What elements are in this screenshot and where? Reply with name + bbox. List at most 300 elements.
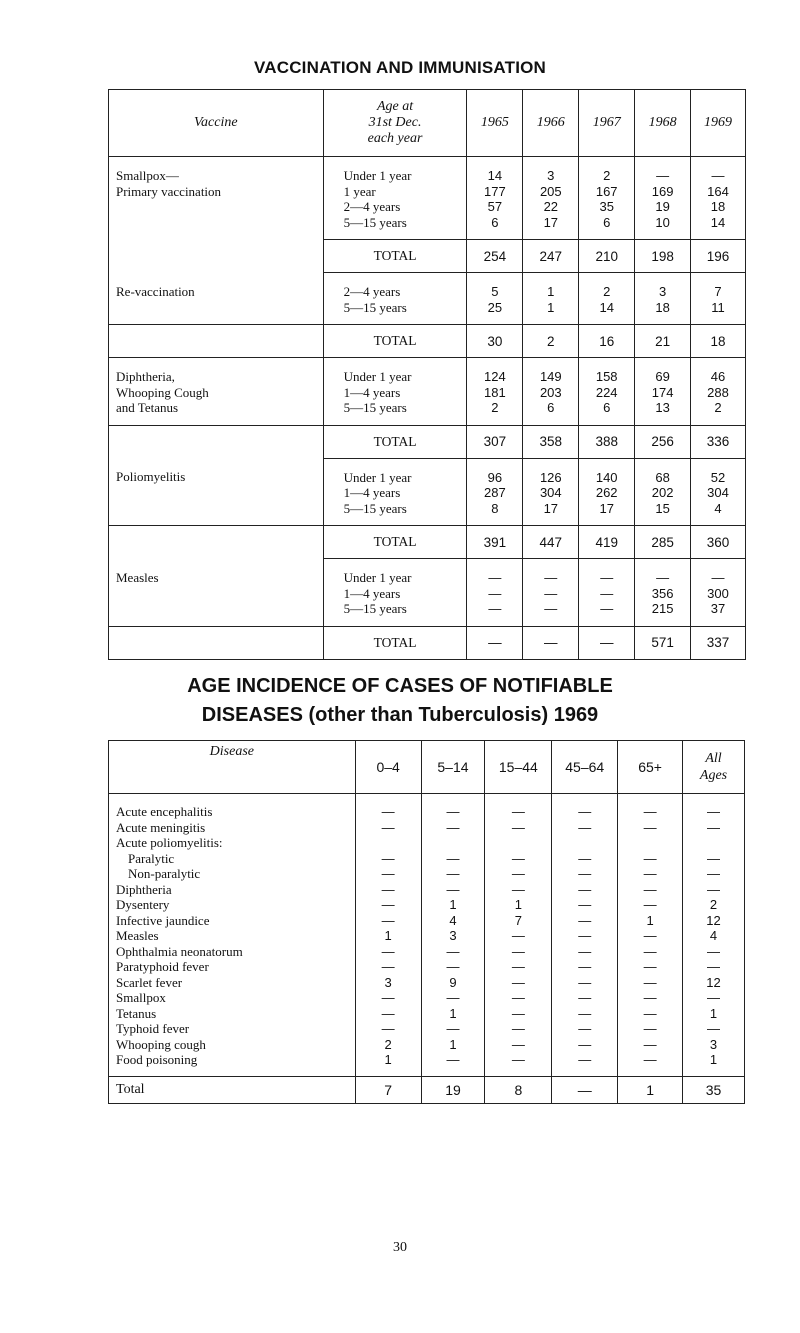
year-value: —	[544, 601, 558, 616]
vaccine-name-line: Re-vaccination	[116, 283, 195, 299]
year-value: 68	[655, 469, 670, 485]
total-label: TOTAL	[323, 240, 467, 273]
year-value: 46	[710, 369, 726, 384]
all-ages-header-line: Ages	[699, 768, 728, 783]
total-value: 35	[683, 1076, 745, 1103]
year-value: —	[544, 585, 558, 601]
disease-body	[109, 794, 745, 1104]
disease-value: —	[643, 974, 657, 990]
age-group-line: Under 1 year	[343, 168, 412, 183]
age-band-header: 45–64	[552, 741, 618, 794]
year-values-cell	[691, 458, 746, 526]
vaccine-group-row	[109, 358, 746, 426]
year-value: 69	[655, 369, 670, 384]
year-value: 37	[710, 601, 726, 616]
year-value: 174	[651, 384, 674, 400]
disease-value: 4	[449, 912, 457, 928]
all-ages-values	[683, 794, 745, 1077]
disease-value	[422, 835, 485, 851]
disease-name: Diphtheria	[116, 881, 172, 897]
total-spacer	[109, 325, 324, 358]
disease-value: —	[578, 943, 592, 959]
year-value: 6	[603, 400, 611, 415]
disease-value: —	[578, 974, 592, 990]
vaccine-total-row	[109, 240, 746, 273]
year-value: 202	[651, 485, 674, 500]
year-value: —	[544, 570, 558, 585]
year-value: 287	[484, 485, 506, 500]
year-value: 158	[595, 369, 618, 384]
total-spacer	[109, 526, 324, 559]
disease-value: —	[381, 866, 395, 881]
all-ages-header-line: All	[705, 751, 722, 766]
year-value: 18	[710, 199, 726, 214]
disease-value: —	[381, 850, 395, 866]
disease-name: Ophthalmia neonatorum	[116, 943, 243, 959]
disease-value: —	[381, 990, 395, 1005]
disease-value: —	[643, 990, 657, 1005]
year-value: 288	[707, 384, 729, 400]
disease-value	[618, 835, 682, 851]
total-spacer	[109, 626, 324, 659]
year-value: 57	[487, 199, 503, 214]
age-band-header: 65+	[618, 741, 683, 794]
disease-name: Non-paralytic	[128, 866, 201, 881]
disease-value: —	[578, 912, 592, 928]
disease-rows	[109, 794, 745, 1077]
age-header-line: 31st Dec.	[368, 115, 422, 130]
disease-value: —	[578, 1021, 592, 1036]
year-value: —	[600, 585, 614, 601]
year-value: 6	[603, 214, 611, 230]
year-value: 14	[487, 168, 503, 183]
year-value: 25	[487, 299, 503, 315]
disease-name: Measles	[116, 928, 159, 943]
disease-value: 9	[449, 974, 457, 990]
total-value: —	[579, 626, 635, 659]
disease-name: Acute meningitis	[116, 819, 206, 835]
year-values-cell	[635, 273, 691, 325]
year-value: 167	[595, 183, 618, 199]
total-value: 18	[691, 325, 746, 358]
year-value: 17	[599, 500, 614, 516]
year-value: 22	[543, 199, 559, 214]
disease-name: Acute encephalitis	[116, 804, 213, 819]
total-value: 254	[467, 240, 523, 273]
disease-value: 2	[384, 1036, 392, 1052]
disease-value: —	[707, 866, 721, 881]
age-band-header: 0–4	[355, 741, 421, 794]
disease-value: —	[446, 819, 460, 835]
disease-value: —	[446, 866, 460, 881]
section-title-line: AGE INCIDENCE OF CASES OF NOTIFIABLE	[187, 675, 613, 697]
disease-value: 1	[709, 1052, 718, 1067]
year-values-cell	[579, 157, 635, 240]
year-values-cell	[579, 458, 635, 526]
year-values-cell	[467, 157, 523, 240]
vaccination-table	[108, 89, 746, 660]
total-spacer	[109, 240, 324, 273]
total-value: 391	[467, 526, 523, 559]
year-values-cell	[467, 458, 523, 526]
disease-value: —	[511, 1052, 525, 1067]
disease-value: 4	[709, 928, 718, 943]
section-title-line: DISEASES (other than Tuberculosis) 1969	[201, 704, 599, 726]
age-header-line: each year	[367, 131, 423, 146]
year-values-cell	[691, 273, 746, 325]
disease-value: 7	[514, 912, 522, 928]
year-value: 356	[651, 585, 674, 601]
vaccine-group-row	[109, 157, 746, 240]
disease-name: Dysentery	[116, 897, 170, 912]
year-value: —	[656, 168, 670, 183]
year-value: 2	[714, 400, 722, 415]
year-value: 181	[484, 384, 506, 400]
year-value: 7	[714, 284, 722, 299]
disease-value: —	[511, 943, 525, 959]
year-header: 1966	[523, 90, 579, 157]
disease-value: —	[381, 1021, 395, 1036]
year-values-cell	[579, 273, 635, 325]
year-values-cell	[523, 458, 579, 526]
vaccine-name-line: Whooping Cough	[116, 384, 209, 400]
total-value: 388	[579, 425, 635, 458]
year-values-cell	[467, 559, 523, 627]
year-value: 149	[539, 369, 562, 384]
year-value: 2	[603, 284, 611, 299]
disease-value: —	[511, 1005, 525, 1021]
total-value: 358	[523, 425, 579, 458]
age-group-cell	[323, 358, 467, 426]
year-value: —	[711, 168, 725, 183]
year-value: 1	[547, 299, 555, 315]
age-group-line: Under 1 year	[343, 570, 412, 585]
year-value: —	[488, 585, 502, 601]
year-value: —	[600, 570, 614, 585]
year-value: —	[488, 570, 502, 585]
total-value: 7	[355, 1076, 421, 1103]
total-value: 210	[579, 240, 635, 273]
disease-value: —	[578, 897, 592, 912]
year-values-cell	[579, 358, 635, 426]
year-value: 4	[714, 500, 722, 516]
disease-value: —	[381, 804, 395, 819]
year-value: 6	[491, 214, 499, 230]
disease-value: 2	[709, 897, 718, 912]
year-value: 1	[547, 284, 555, 299]
age-band-values	[421, 794, 485, 1077]
year-value: 169	[651, 183, 674, 199]
disease-value: —	[578, 1052, 592, 1067]
year-value: 96	[487, 469, 503, 485]
disease-value: —	[578, 1036, 592, 1052]
year-value: 126	[539, 469, 562, 485]
disease-value: —	[446, 959, 460, 974]
year-values-cell	[467, 358, 523, 426]
age-band-values	[552, 794, 618, 1077]
disease-value: —	[707, 804, 721, 819]
disease-name: Infective jaundice	[116, 912, 210, 928]
year-value: 3	[658, 284, 667, 299]
year-values-cell	[691, 157, 746, 240]
total-value: 198	[635, 240, 691, 273]
year-values-cell	[467, 273, 523, 325]
year-header: 1968	[635, 90, 691, 157]
total-value: 1	[618, 1076, 683, 1103]
vaccine-name-cell	[109, 458, 324, 526]
total-value: 336	[691, 425, 746, 458]
year-value: —	[656, 570, 670, 585]
total-value: —	[467, 626, 523, 659]
age-band-values	[355, 794, 421, 1077]
year-values-cell	[523, 157, 579, 240]
disease-value: —	[707, 959, 721, 974]
vaccine-name-cell	[109, 157, 324, 240]
year-value: —	[600, 601, 614, 616]
age-group-line: 5—15 years	[343, 214, 407, 230]
disease-value: —	[446, 1021, 460, 1036]
vaccine-name-cell	[109, 559, 324, 627]
year-value: 205	[539, 183, 562, 199]
disease-value: —	[511, 990, 525, 1005]
disease-value: —	[643, 1036, 657, 1052]
year-value: 262	[595, 485, 618, 500]
disease-value: —	[446, 881, 460, 897]
total-value: 571	[635, 626, 691, 659]
year-values-cell	[635, 157, 691, 240]
age-group-line: 1—4 years	[343, 384, 401, 400]
disease-value: —	[511, 1036, 525, 1052]
vaccine-name-line: Smallpox—	[116, 168, 179, 183]
year-value: 11	[711, 299, 725, 315]
disease-value: —	[446, 804, 460, 819]
disease-value: —	[578, 990, 592, 1005]
disease-value: —	[643, 1005, 657, 1021]
age-group-line: 5—15 years	[343, 299, 407, 315]
vaccine-total-row	[109, 425, 746, 458]
vaccine-group-row	[109, 273, 746, 325]
disease-value: —	[381, 819, 395, 835]
vaccine-name-line: Primary vaccination	[116, 183, 222, 199]
disease-value: 1	[449, 1005, 457, 1021]
total-value: 447	[523, 526, 579, 559]
age-group-line: 1—4 years	[343, 485, 401, 500]
page-title: VACCINATION AND IMMUNISATION	[253, 58, 547, 77]
age-group-line: 1 year	[343, 183, 376, 199]
age-group-line: 5—15 years	[343, 601, 407, 616]
disease-value: —	[707, 819, 721, 835]
disease-value: 1	[384, 1052, 392, 1067]
disease-value: —	[511, 974, 525, 990]
disease-value: —	[578, 850, 592, 866]
year-value: 203	[539, 384, 562, 400]
vaccine-name-line: Diphtheria,	[116, 369, 175, 384]
year-values-cell	[523, 358, 579, 426]
total-label: TOTAL	[323, 526, 467, 559]
age-band-header: 5–14	[421, 741, 485, 794]
disease-value: —	[578, 959, 592, 974]
disease-value: —	[643, 897, 657, 912]
age-group-line: 2—4 years	[343, 284, 401, 299]
vaccine-total-row	[109, 526, 746, 559]
total-value: 419	[579, 526, 635, 559]
disease-value: —	[381, 881, 395, 897]
disease-value: —	[511, 1021, 525, 1036]
disease-value: —	[707, 943, 721, 959]
disease-value: 1	[449, 897, 457, 912]
disease-value: 3	[449, 928, 457, 943]
disease-value: 1	[449, 1036, 457, 1052]
total-value: 247	[523, 240, 579, 273]
age-group-line: 1—4 years	[343, 585, 401, 601]
total-value: —	[523, 626, 579, 659]
age-group-line: Under 1 year	[343, 469, 412, 485]
disease-value: —	[707, 1021, 721, 1036]
total-label: TOTAL	[323, 425, 467, 458]
total-value: 285	[635, 526, 691, 559]
disease-value: —	[578, 1005, 592, 1021]
disease-value: —	[643, 928, 657, 943]
year-value: —	[711, 570, 725, 585]
disease-name: Typhoid fever	[116, 1021, 190, 1036]
year-values-cell	[691, 559, 746, 627]
year-header: 1967	[579, 90, 635, 157]
page-number: 30	[393, 1240, 407, 1255]
disease-value	[356, 835, 421, 851]
year-value: 300	[707, 585, 729, 601]
total-value: 196	[691, 240, 746, 273]
disease-value: 3	[384, 974, 392, 990]
year-header: 1969	[691, 90, 746, 157]
disease-name: Paralytic	[128, 850, 175, 866]
disease-value: —	[511, 819, 525, 835]
total-value: 256	[635, 425, 691, 458]
disease-value: —	[707, 881, 721, 897]
disease-name: Whooping cough	[116, 1036, 206, 1052]
disease-value: —	[511, 850, 525, 866]
disease-value: —	[381, 943, 395, 959]
disease-value: 12	[706, 912, 721, 928]
year-value: 17	[543, 500, 559, 516]
disease-value: —	[643, 866, 657, 881]
disease-value: —	[578, 866, 592, 881]
disease-value: —	[643, 943, 657, 959]
disease-value: 1	[384, 928, 392, 943]
year-value: 164	[707, 183, 729, 199]
year-value: 14	[599, 299, 614, 315]
total-value: 360	[691, 526, 746, 559]
disease-value: —	[707, 990, 721, 1005]
age-group-line: 2—4 years	[343, 199, 401, 214]
year-value: 304	[539, 485, 562, 500]
year-values-cell	[635, 458, 691, 526]
total-value: 8	[485, 1076, 552, 1103]
year-value: 2	[603, 168, 611, 183]
disease-value: —	[578, 804, 592, 819]
age-header	[323, 90, 467, 157]
year-value: 35	[599, 199, 614, 214]
year-value: 177	[484, 183, 506, 199]
disease-value: —	[511, 881, 525, 897]
disease-value: —	[578, 881, 592, 897]
vaccine-group-row	[109, 559, 746, 627]
disease-value: —	[643, 959, 657, 974]
age-group-line: Under 1 year	[343, 369, 412, 384]
disease-name: Food poisoning	[116, 1052, 198, 1067]
year-value: 124	[484, 369, 506, 384]
disease-value: 1	[709, 1005, 718, 1021]
year-value: 215	[651, 601, 674, 616]
year-value: —	[488, 601, 502, 616]
total-value: 337	[691, 626, 746, 659]
all-ages-header	[683, 741, 745, 794]
year-value: 17	[543, 214, 559, 230]
year-value: 19	[655, 199, 670, 214]
vaccine-name-cell	[109, 273, 324, 325]
section-title	[0, 672, 800, 730]
vaccine-total-row	[109, 325, 746, 358]
vaccination-header-row	[109, 90, 746, 157]
year-values-cell	[579, 559, 635, 627]
disease-value: —	[381, 897, 395, 912]
disease-name: Scarlet fever	[116, 974, 183, 990]
disease-name: Acute poliomyelitis:	[116, 835, 223, 850]
disease-value	[485, 835, 551, 851]
age-group-line: 5—15 years	[343, 500, 407, 516]
disease-value: —	[643, 881, 657, 897]
disease-value: —	[381, 1005, 395, 1021]
disease-names-cell	[109, 794, 356, 1077]
disease-value: —	[446, 943, 460, 959]
age-band-header: 15–44	[485, 741, 552, 794]
year-values-cell	[635, 358, 691, 426]
year-value: 10	[655, 214, 670, 230]
total-value: 2	[523, 325, 579, 358]
year-value: 304	[707, 485, 729, 500]
age-group-cell	[323, 458, 467, 526]
year-values-cell	[635, 559, 691, 627]
disease-name: Tetanus	[116, 1005, 157, 1021]
disease-value: 3	[709, 1036, 718, 1052]
disease-total-row	[109, 1076, 745, 1103]
total-value: 21	[635, 325, 691, 358]
year-value: 52	[710, 469, 726, 485]
vaccine-name-cell	[109, 358, 324, 426]
year-value: 8	[491, 500, 499, 516]
vaccine-total-row	[109, 626, 746, 659]
year-value: 13	[655, 400, 670, 415]
disease-value: —	[578, 928, 592, 943]
total-label: Total	[109, 1076, 356, 1103]
disease-value: —	[643, 819, 657, 835]
year-value: 224	[595, 384, 618, 400]
disease-value: —	[643, 804, 657, 819]
disease-value	[552, 835, 617, 851]
age-header-line: Age at	[376, 99, 414, 114]
total-value: 16	[579, 325, 635, 358]
year-header: 1965	[467, 90, 523, 157]
disease-value: —	[446, 850, 460, 866]
total-label: TOTAL	[323, 626, 467, 659]
disease-value	[683, 835, 744, 851]
total-value: 19	[421, 1076, 485, 1103]
disease-value: —	[707, 850, 721, 866]
disease-value: —	[578, 819, 592, 835]
total-label: TOTAL	[323, 325, 467, 358]
disease-value: 1	[646, 912, 654, 928]
disease-value: —	[643, 850, 657, 866]
disease-value: —	[643, 1052, 657, 1067]
